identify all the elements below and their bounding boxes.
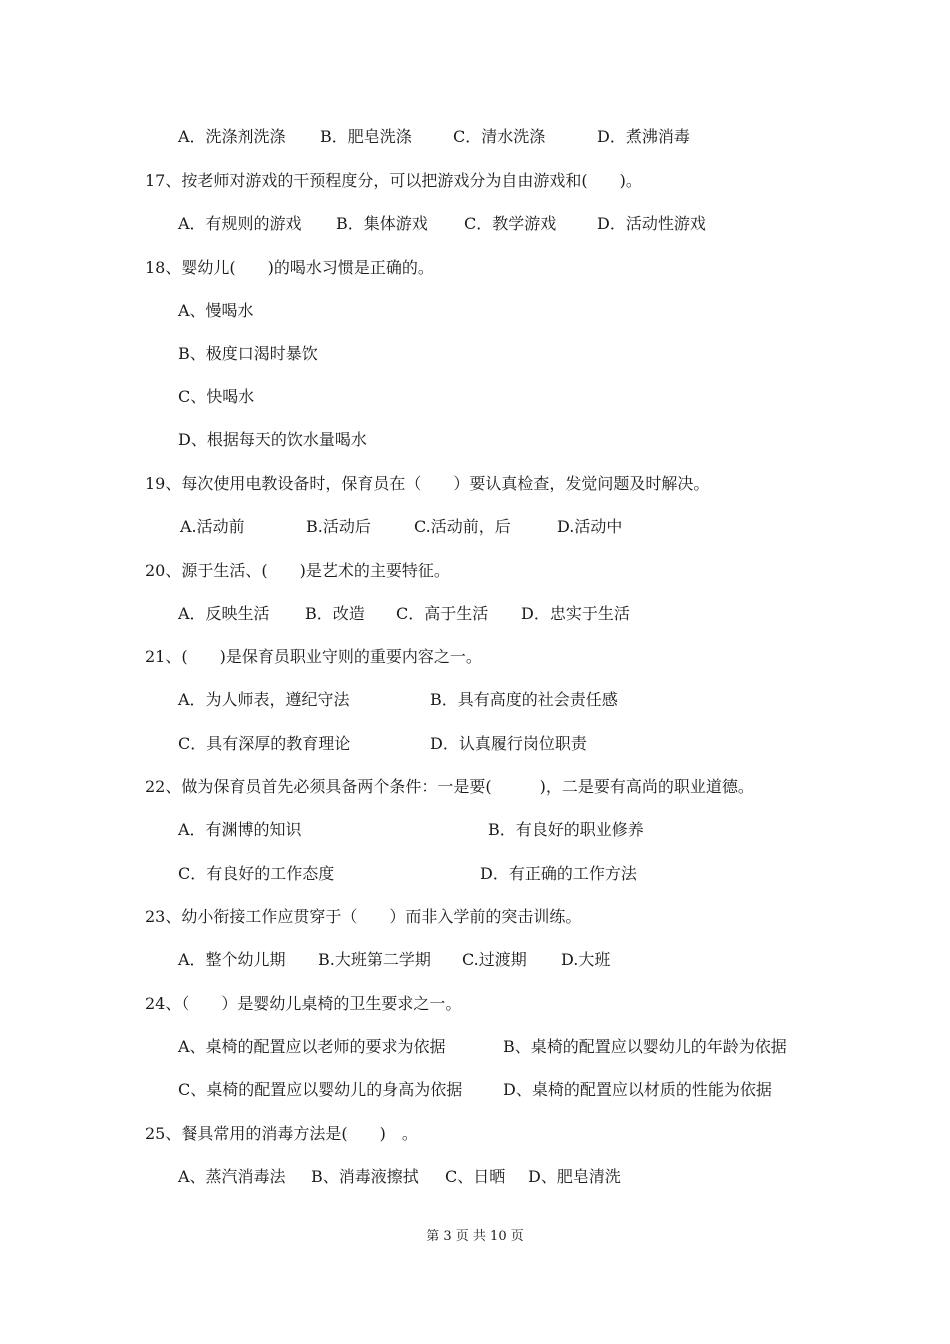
q25-option-c: C、日晒 <box>445 1167 506 1186</box>
q22-option-a: A．有渊博的知识 <box>178 820 302 839</box>
q16-option-d: D．煮沸消毒 <box>597 127 690 146</box>
question-stem: 19、每次使用电教设备时，保育员在（ ）要认真检查，发觉问题及时解决。 <box>145 474 710 493</box>
q24-option-a: A、桌椅的配置应以老师的要求为依据 <box>178 1037 446 1056</box>
q25-option-a: A、蒸汽消毒法 <box>178 1167 286 1186</box>
q22-option-c: C．有良好的工作态度 <box>178 864 335 883</box>
q19-option-a: A.活动前 <box>180 517 245 536</box>
q17-option-a: A．有规则的游戏 <box>178 214 302 233</box>
question-stem: 25、餐具常用的消毒方法是( ) 。 <box>145 1124 418 1143</box>
q21-option-a: A．为人师表，遵纪守法 <box>178 690 350 709</box>
q23-option-c: C.过渡期 <box>462 950 527 969</box>
q19-option-b: B.活动后 <box>306 517 371 536</box>
q24-option-d: D、桌椅的配置应以材质的性能为依据 <box>503 1080 772 1099</box>
q23-option-a: A．整个幼儿期 <box>178 950 286 969</box>
q19-option-d: D.活动中 <box>557 517 623 536</box>
q20-option-a: A．反映生活 <box>178 604 270 623</box>
question-stem: 24、（ ）是婴幼儿桌椅的卫生要求之一。 <box>145 994 462 1013</box>
q21-option-c: C．具有深厚的教育理论 <box>178 734 351 753</box>
q17-option-b: B．集体游戏 <box>336 214 428 233</box>
question-stem: 21、( )是保育员职业守则的重要内容之一。 <box>145 647 482 666</box>
q18-option-d: D、根据每天的饮水量喝水 <box>178 430 367 449</box>
q22-option-b: B．有良好的职业修养 <box>488 820 644 839</box>
q24-option-c: C、桌椅的配置应以婴幼儿的身高为依据 <box>178 1080 463 1099</box>
q20-option-d: D．忠实于生活 <box>521 604 630 623</box>
q24-option-b: B、桌椅的配置应以婴幼儿的年龄为依据 <box>503 1037 787 1056</box>
q23-option-d: D.大班 <box>561 950 611 969</box>
q16-option-c: C．清水洗涤 <box>453 127 546 146</box>
q22-option-d: D．有正确的工作方法 <box>480 864 637 883</box>
q16-option-b: B．肥皂洗涤 <box>320 127 412 146</box>
question-stem: 22、做为保育员首先必须具备两个条件：一是要( )，二是要有高尚的职业道德。 <box>145 777 754 796</box>
q20-option-b: B．改造 <box>305 604 365 623</box>
question-stem: 20、源于生活、( )是艺术的主要特征。 <box>145 561 450 580</box>
q21-option-b: B．具有高度的社会责任感 <box>430 690 618 709</box>
q25-option-b: B、消毒液擦拭 <box>311 1167 419 1186</box>
page-number: 第 3 页 共 10 页 <box>426 1229 524 1244</box>
q19-option-c: C.活动前，后 <box>414 517 511 536</box>
q25-option-d: D、肥皂清洗 <box>528 1167 621 1186</box>
q18-option-b: B、极度口渴时暴饮 <box>178 344 318 363</box>
q20-option-c: C．高于生活 <box>396 604 489 623</box>
question-stem: 23、幼小衔接工作应贯穿于（ ）而非入学前的突击训练。 <box>145 907 582 926</box>
q16-option-a: A．洗涤剂洗涤 <box>178 127 286 146</box>
q17-option-c: C．教学游戏 <box>464 214 557 233</box>
question-stem: 18、婴幼儿( )的喝水习惯是正确的。 <box>145 258 434 277</box>
q21-option-d: D．认真履行岗位职责 <box>430 734 587 753</box>
q23-option-b: B.大班第二学期 <box>318 950 431 969</box>
question-stem: 17、按老师对游戏的干预程度分，可以把游戏分为自由游戏和( )。 <box>145 171 642 190</box>
q18-option-a: A、慢喝水 <box>178 301 254 320</box>
q18-option-c: C、快喝水 <box>178 387 255 406</box>
q17-option-d: D．活动性游戏 <box>597 214 706 233</box>
